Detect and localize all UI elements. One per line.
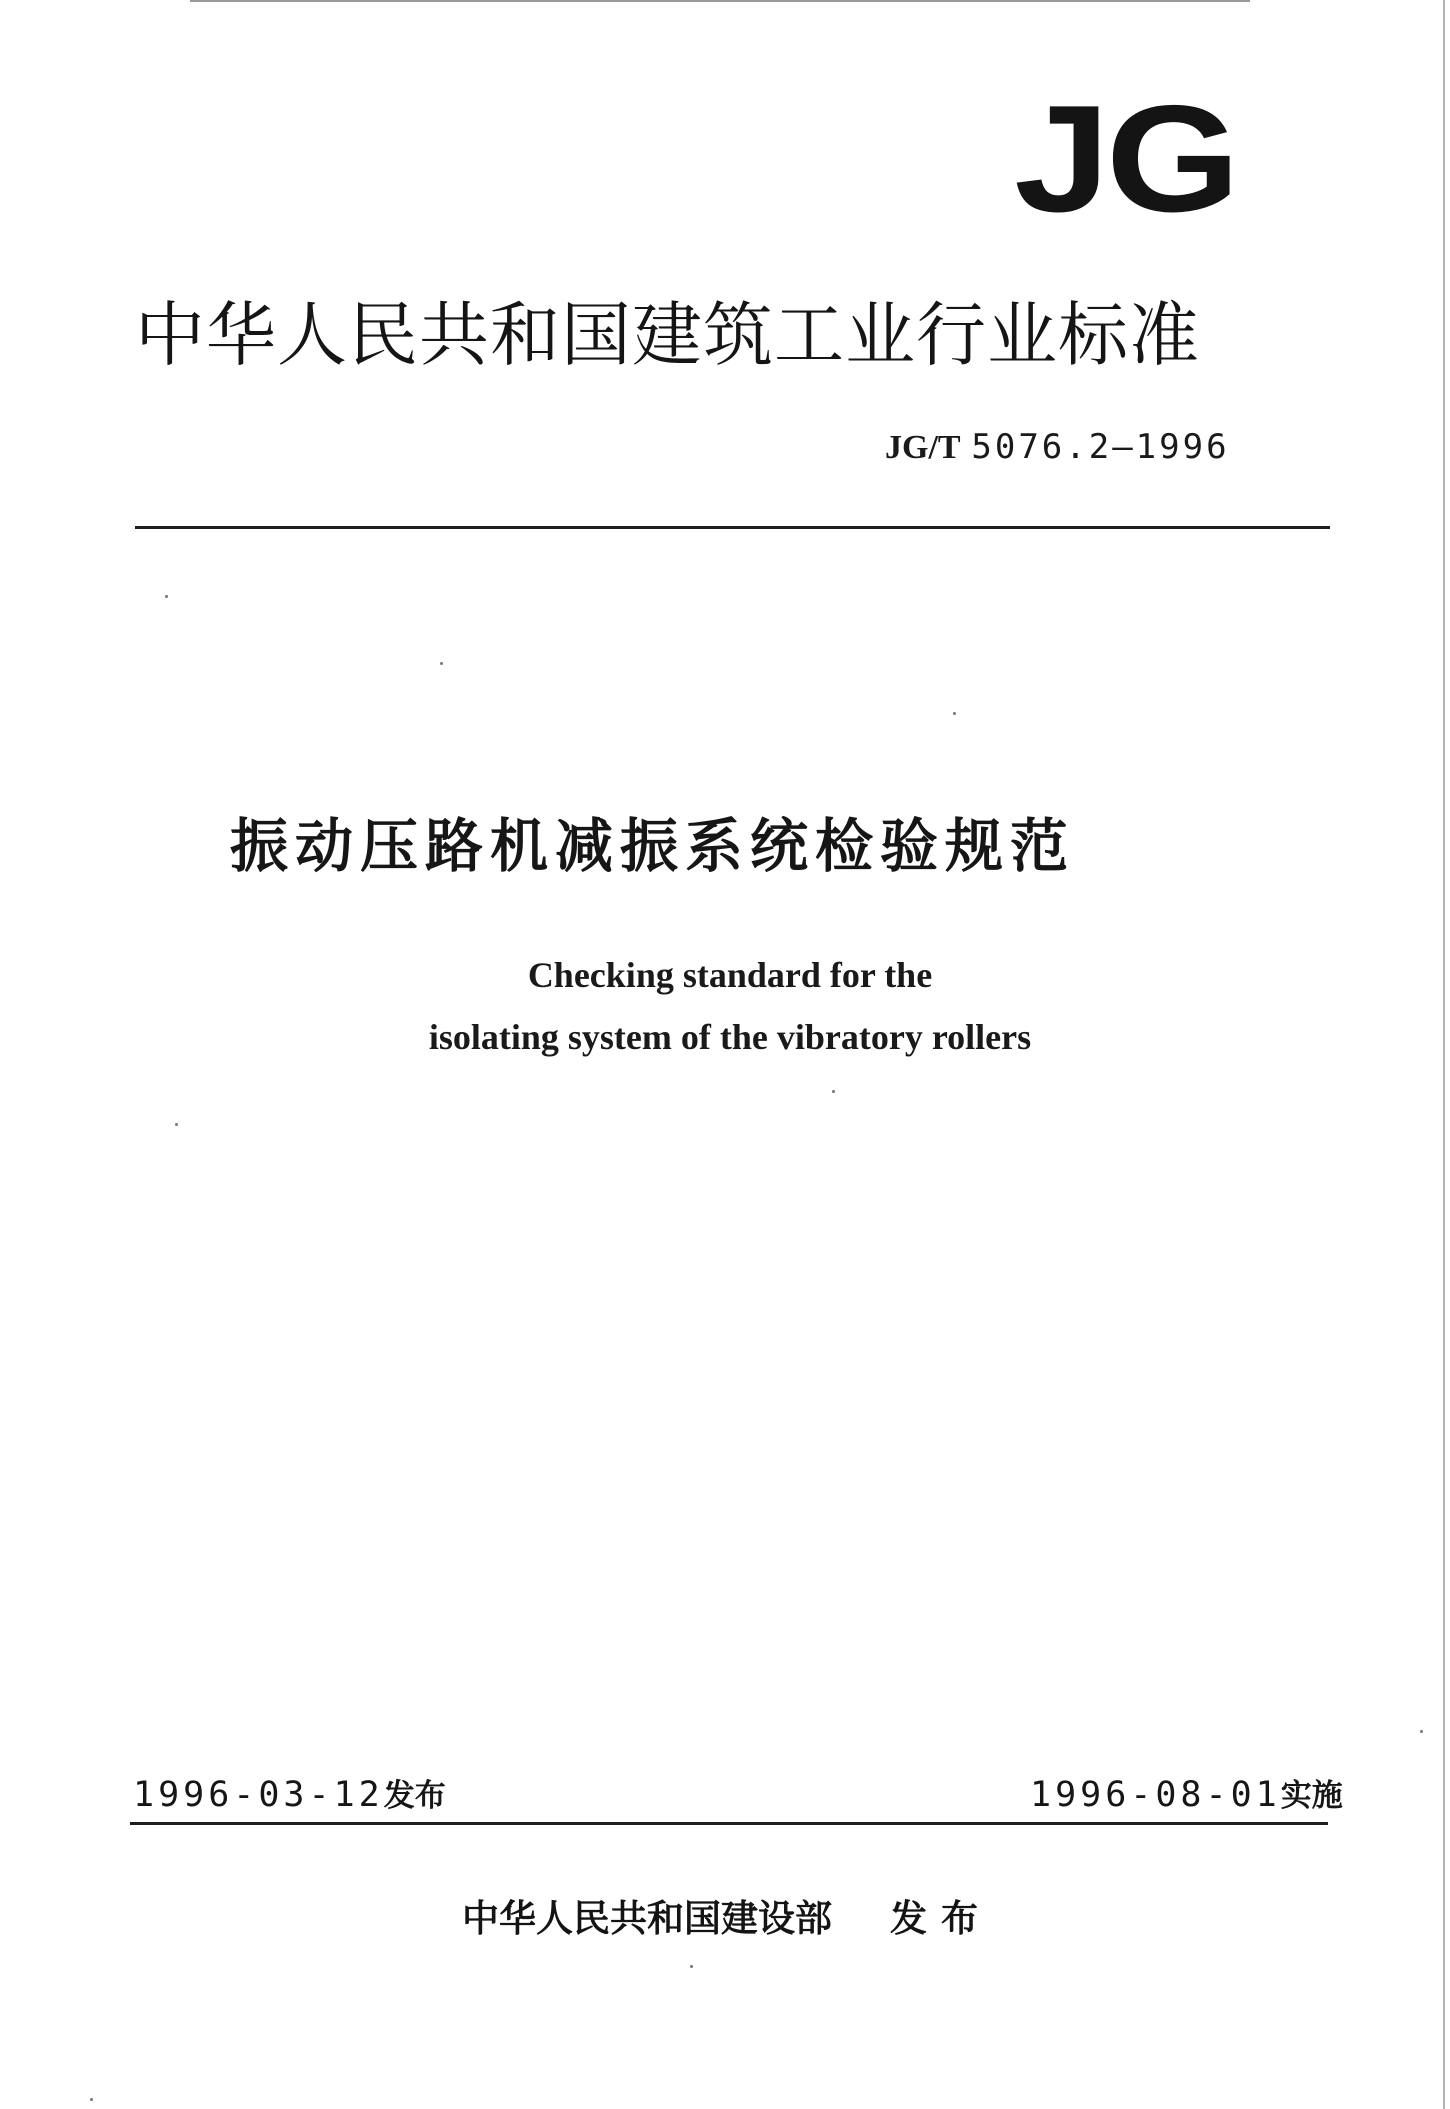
scan-speck bbox=[953, 712, 956, 715]
scan-edge-top bbox=[190, 0, 1250, 2]
english-title bbox=[200, 944, 1260, 1068]
scan-speck bbox=[90, 2098, 93, 2101]
english-title-line-1: Checking standard for the bbox=[527, 955, 933, 995]
scan-speck bbox=[690, 1965, 693, 1968]
issue-date-value: 1996-03-12 bbox=[133, 1775, 384, 1815]
header-divider bbox=[135, 526, 1330, 529]
effective-date-value: 1996-08-01 bbox=[1030, 1775, 1281, 1815]
scan-speck bbox=[440, 662, 443, 665]
footer-divider bbox=[130, 1822, 1328, 1825]
jg-logo: JG bbox=[1014, 73, 1236, 244]
scan-speck bbox=[175, 1123, 178, 1126]
effective-date bbox=[1030, 1772, 1343, 1819]
standard-code bbox=[885, 425, 1230, 470]
scan-speck bbox=[1420, 1730, 1423, 1733]
publisher-name: 中华人民共和国建设部 bbox=[462, 1897, 832, 1940]
publisher-action: 发布 bbox=[890, 1897, 992, 1940]
standard-code-number: 5076.2—1996 bbox=[971, 427, 1230, 467]
standard-code-prefix: JG/T bbox=[885, 429, 961, 466]
issue-date-label: 发布 bbox=[383, 1778, 446, 1814]
publisher bbox=[462, 1894, 992, 1944]
scan-speck bbox=[165, 595, 168, 598]
english-title-line-2: isolating system of the vibratory rollers bbox=[428, 1017, 1032, 1057]
scan-edge-right bbox=[1443, 0, 1445, 2109]
issue-date bbox=[133, 1772, 446, 1819]
standard-category-title: 中华人民共和国建筑工业行业标准 bbox=[135, 294, 1200, 376]
chinese-title: 振动压路机减振系统检验规范 bbox=[230, 812, 1076, 880]
effective-date-label: 实施 bbox=[1280, 1778, 1343, 1814]
scan-speck bbox=[832, 1090, 835, 1093]
